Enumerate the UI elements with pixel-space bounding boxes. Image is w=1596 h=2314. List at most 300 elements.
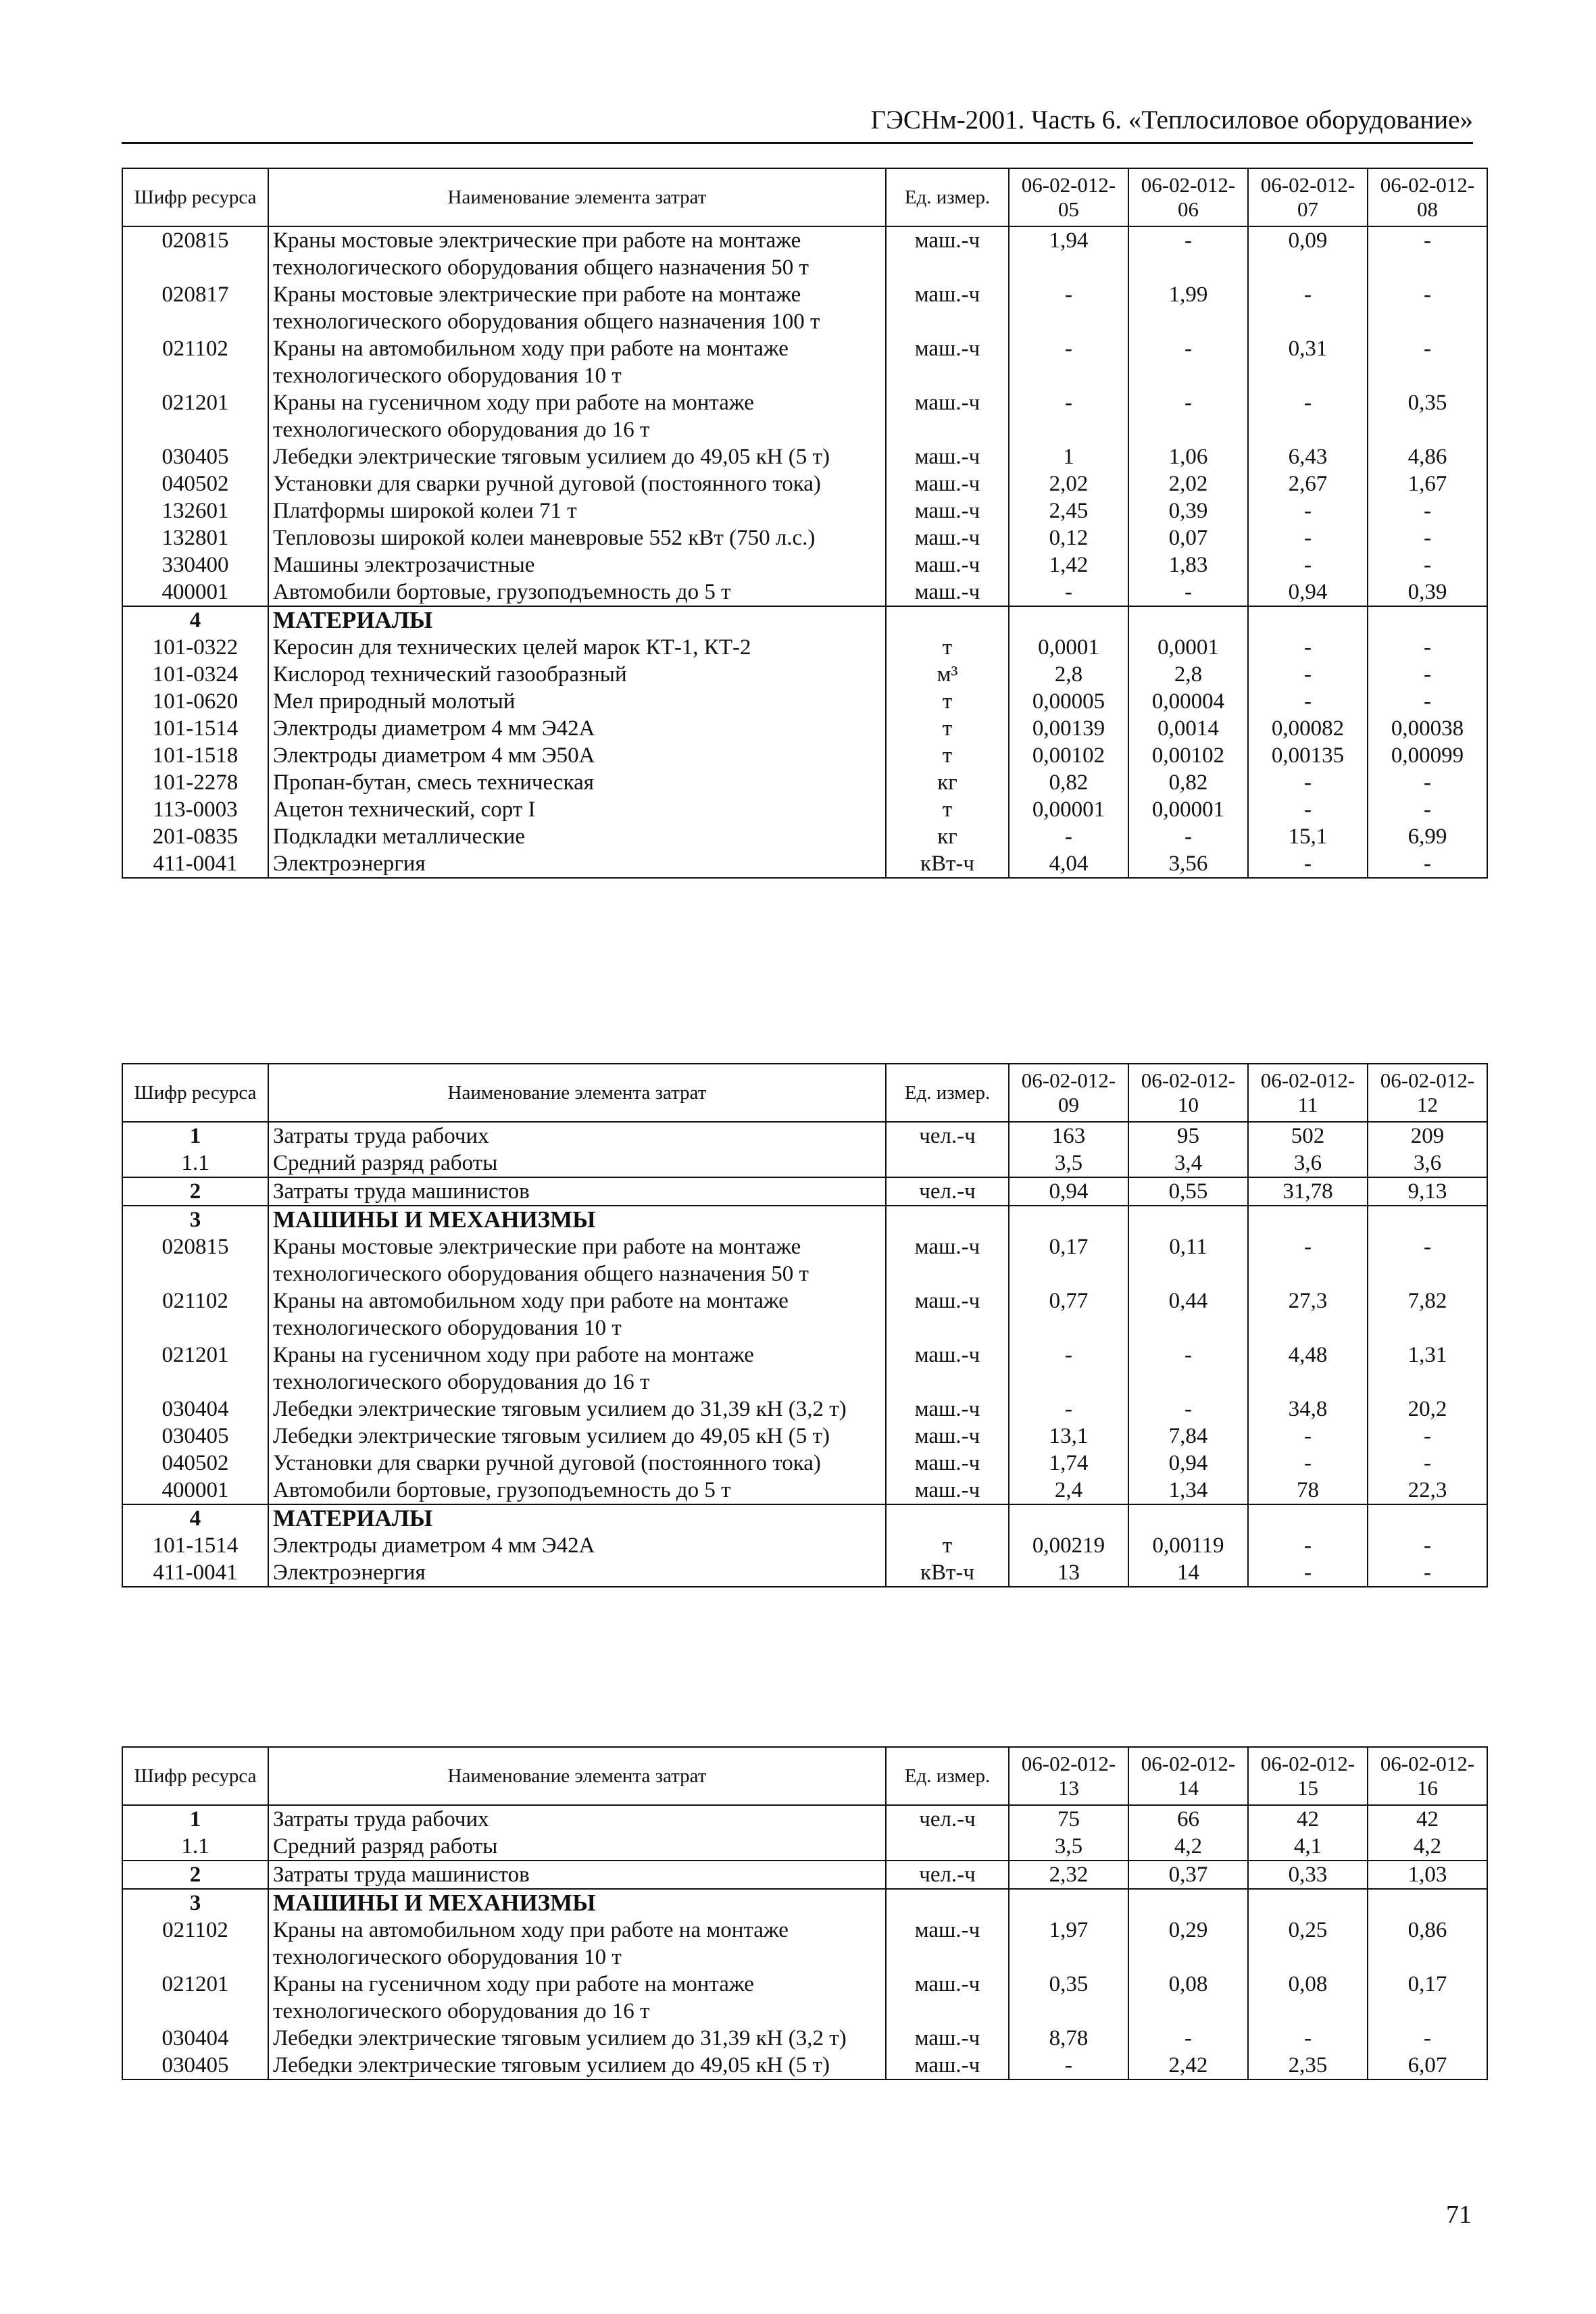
resource-code: 020815	[122, 1233, 268, 1287]
cost-element-name: Ацетон технический, сорт I	[268, 796, 886, 823]
norm-value: 0,17	[1009, 1233, 1128, 1287]
norm-value: 0,37	[1128, 1861, 1248, 1889]
cost-element-name: Кислород технический газообразный	[268, 661, 886, 688]
norm-value: 2,02	[1009, 470, 1128, 497]
norm-value: 7,84	[1128, 1423, 1248, 1450]
cost-element-name: Керосин для технических целей марок КТ-1, КТ-2	[268, 634, 886, 661]
resource-code: 101-0322	[122, 634, 268, 661]
norm-value: 0,31	[1248, 335, 1368, 389]
cost-element-name: Мел природный молотый	[268, 688, 886, 715]
norm-value: -	[1368, 688, 1487, 715]
table-row	[122, 769, 1487, 796]
table-row	[122, 661, 1487, 688]
unit: т	[886, 742, 1009, 769]
unit: чел.-ч	[886, 1805, 1009, 1833]
resource-code: 030404	[122, 1396, 268, 1423]
table-row	[122, 1477, 1487, 1504]
unit: маш.-ч	[886, 1341, 1009, 1396]
table-row	[122, 1396, 1487, 1423]
norm-value	[1248, 1889, 1368, 1917]
resource-code: 021102	[122, 335, 268, 389]
unit: маш.-ч	[886, 1477, 1009, 1504]
resource-code: 040502	[122, 1450, 268, 1477]
section-row	[122, 1504, 1487, 1532]
resource-code: 1.1	[122, 1150, 268, 1177]
cost-element-name: Средний разряд работы	[268, 1833, 886, 1861]
norm-value: 0,07	[1128, 524, 1248, 551]
unit: маш.-ч	[886, 1917, 1009, 1971]
norm-value: 0,94	[1128, 1450, 1248, 1477]
norm-value: -	[1368, 1233, 1487, 1287]
norm-value: 0,86	[1368, 1917, 1487, 1971]
norms-table	[122, 168, 1488, 879]
norm-value: 0,09	[1248, 226, 1368, 281]
unit: кВт-ч	[886, 850, 1009, 878]
resource-code: 021102	[122, 1917, 268, 1971]
norm-value	[1009, 1889, 1128, 1917]
cost-element-name: Краны на гусеничном ходу при работе на монтаже технологического оборудования до 16 т	[268, 1341, 886, 1396]
unit: чел.-ч	[886, 1861, 1009, 1889]
resource-code: 040502	[122, 470, 268, 497]
resource-code: 101-1514	[122, 715, 268, 742]
unit: т	[886, 634, 1009, 661]
norm-value	[1128, 1889, 1248, 1917]
norm-value: 8,78	[1009, 2025, 1128, 2052]
cost-element-name: Средний разряд работы	[268, 1150, 886, 1177]
unit: маш.-ч	[886, 335, 1009, 389]
resource-code: 4	[122, 1504, 268, 1532]
norm-value: 20,2	[1368, 1396, 1487, 1423]
norm-value: -	[1248, 688, 1368, 715]
norm-value: 15,1	[1248, 823, 1368, 850]
norm-value: 1,74	[1009, 1450, 1128, 1477]
norm-value: -	[1009, 1341, 1128, 1396]
norm-value: 1,42	[1009, 551, 1128, 578]
norm-value: 0,00001	[1009, 796, 1128, 823]
cost-element-name: Краны на автомобильном ходу при работе на монтаже технологического оборудования 10 т	[268, 1287, 886, 1341]
table-row	[122, 1971, 1487, 2025]
header-code: Шифр ресурса	[122, 1064, 268, 1122]
unit	[886, 1206, 1009, 1233]
norm-value: -	[1128, 335, 1248, 389]
norm-value: 4,48	[1248, 1341, 1368, 1396]
cost-element-name: Машины электрозачистные	[268, 551, 886, 578]
resource-code: 020817	[122, 281, 268, 335]
cost-element-name: Краны на автомобильном ходу при работе на монтаже технологического оборудования 10 т	[268, 1917, 886, 1971]
table-row	[122, 335, 1487, 389]
resource-code: 101-0324	[122, 661, 268, 688]
header-name: Наименование элемента затрат	[268, 1064, 886, 1122]
norm-value: 6,07	[1368, 2052, 1487, 2079]
norm-value: -	[1128, 1341, 1248, 1396]
resource-code: 400001	[122, 1477, 268, 1504]
unit: т	[886, 796, 1009, 823]
table-row	[122, 1805, 1487, 1833]
norm-value: 0,82	[1128, 769, 1248, 796]
section-row	[122, 1206, 1487, 1233]
norm-value: 1,97	[1009, 1917, 1128, 1971]
norm-value: 4,2	[1128, 1833, 1248, 1861]
norm-value: -	[1368, 661, 1487, 688]
header-norm-code: 06-02-012-07	[1248, 168, 1368, 226]
cost-element-name: Электроды диаметром 4 мм Э42А	[268, 1532, 886, 1559]
norm-value: 3,5	[1009, 1150, 1128, 1177]
norm-value: 3,4	[1128, 1150, 1248, 1177]
norm-value: -	[1368, 850, 1487, 878]
cost-element-name: Электроэнергия	[268, 850, 886, 878]
norm-value: 1,34	[1128, 1477, 1248, 1504]
norm-value: 7,82	[1368, 1287, 1487, 1341]
table-row	[122, 1423, 1487, 1450]
unit: маш.-ч	[886, 551, 1009, 578]
norm-value: -	[1368, 226, 1487, 281]
norm-value: 42	[1368, 1805, 1487, 1833]
norm-value: 13,1	[1009, 1423, 1128, 1450]
norm-value: 0,08	[1128, 1971, 1248, 2025]
norm-value: 2,32	[1009, 1861, 1128, 1889]
norm-value: 6,99	[1368, 823, 1487, 850]
table-row	[122, 688, 1487, 715]
resource-code: 101-1518	[122, 742, 268, 769]
norm-value	[1368, 1889, 1487, 1917]
table-row	[122, 1233, 1487, 1287]
norm-value: -	[1368, 524, 1487, 551]
norm-value: 1	[1009, 443, 1128, 470]
norm-value: 4,04	[1009, 850, 1128, 878]
norm-value: 1,06	[1128, 443, 1248, 470]
cost-element-name: Автомобили бортовые, грузоподъемность до 5 т	[268, 578, 886, 606]
table-row	[122, 470, 1487, 497]
cost-element-name: Пропан-бутан, смесь техническая	[268, 769, 886, 796]
unit: маш.-ч	[886, 470, 1009, 497]
header-unit: Ед. измер.	[886, 1747, 1009, 1805]
norm-value	[1128, 606, 1248, 634]
norm-value: -	[1368, 335, 1487, 389]
table-row	[122, 1341, 1487, 1396]
cost-element-name: Автомобили бортовые, грузоподъемность до 5 т	[268, 1477, 886, 1504]
unit: маш.-ч	[886, 281, 1009, 335]
unit: маш.-ч	[886, 497, 1009, 524]
norm-value: 0,00038	[1368, 715, 1487, 742]
norm-value: 27,3	[1248, 1287, 1368, 1341]
norm-value: 3,6	[1368, 1150, 1487, 1177]
resource-code: 021201	[122, 1971, 268, 2025]
norm-value: 1,83	[1128, 551, 1248, 578]
header-unit: Ед. измер.	[886, 1064, 1009, 1122]
unit	[886, 1833, 1009, 1861]
norm-value: 1,67	[1368, 470, 1487, 497]
cost-element-name: Тепловозы широкой колеи маневровые 552 кВт (750 л.с.)	[268, 524, 886, 551]
header-norm-code: 06-02-012-12	[1368, 1064, 1487, 1122]
cost-element-name: МАТЕРИАЛЫ	[268, 1504, 886, 1532]
norm-value: 0,35	[1368, 389, 1487, 443]
norm-value	[1248, 1504, 1368, 1532]
norm-value: -	[1248, 634, 1368, 661]
norm-value: 0,00139	[1009, 715, 1128, 742]
norm-value: -	[1368, 1450, 1487, 1477]
resource-code: 021201	[122, 389, 268, 443]
norm-value: 13	[1009, 1559, 1128, 1587]
resource-code: 113-0003	[122, 796, 268, 823]
resource-code: 101-1514	[122, 1532, 268, 1559]
cost-element-name: МАТЕРИАЛЫ	[268, 606, 886, 634]
resource-code: 021102	[122, 1287, 268, 1341]
cost-element-name: Электроэнергия	[268, 1559, 886, 1587]
cost-element-name: Краны мостовые электрические при работе на монтаже технологического оборудования общего назначения 100 т	[268, 281, 886, 335]
norm-value: 2,02	[1128, 470, 1248, 497]
norm-value: 0,17	[1368, 1971, 1487, 2025]
norm-value: 1,99	[1128, 281, 1248, 335]
table-row	[122, 1559, 1487, 1587]
norm-value: 0,00082	[1248, 715, 1368, 742]
resource-code: 411-0041	[122, 850, 268, 878]
resource-code: 030405	[122, 1423, 268, 1450]
resource-code: 021201	[122, 1341, 268, 1396]
norm-value	[1009, 1504, 1128, 1532]
table-row	[122, 2025, 1487, 2052]
norm-value: -	[1248, 524, 1368, 551]
cost-element-name: Лебедки электрические тяговым усилием до 31,39 кН (3,2 т)	[268, 1396, 886, 1423]
norm-value: 0,00102	[1009, 742, 1128, 769]
cost-element-name: Краны на гусеничном ходу при работе на монтаже технологического оборудования до 16 т	[268, 1971, 886, 2025]
table-row	[122, 796, 1487, 823]
norm-value: -	[1248, 1423, 1368, 1450]
header-norm-code: 06-02-012-05	[1009, 168, 1128, 226]
unit: маш.-ч	[886, 1423, 1009, 1450]
table-row	[122, 1122, 1487, 1150]
norm-value: 34,8	[1248, 1396, 1368, 1423]
cost-element-name: Электроды диаметром 4 мм Э50А	[268, 742, 886, 769]
resource-code: 201-0835	[122, 823, 268, 850]
unit: маш.-ч	[886, 2025, 1009, 2052]
unit: т	[886, 1532, 1009, 1559]
norm-value: -	[1128, 2025, 1248, 2052]
norm-value: 0,39	[1368, 578, 1487, 606]
resource-code: 020815	[122, 226, 268, 281]
norm-value: 0,0014	[1128, 715, 1248, 742]
norm-value: 502	[1248, 1122, 1368, 1150]
norm-value: 42	[1248, 1805, 1368, 1833]
cost-element-name: Краны мостовые электрические при работе на монтаже технологического оборудования общего назначения 50 т	[268, 226, 886, 281]
table-row	[122, 823, 1487, 850]
norm-value: 31,78	[1248, 1177, 1368, 1206]
unit: м³	[886, 661, 1009, 688]
norm-value: 0,00135	[1248, 742, 1368, 769]
header-norm-code: 06-02-012-08	[1368, 168, 1487, 226]
norm-value: 0,00102	[1128, 742, 1248, 769]
header-norm-code: 06-02-012-06	[1128, 168, 1248, 226]
table-row	[122, 1861, 1487, 1889]
header-code: Шифр ресурса	[122, 168, 268, 226]
norm-value: -	[1128, 578, 1248, 606]
unit: кг	[886, 823, 1009, 850]
cost-element-name: Электроды диаметром 4 мм Э42А	[268, 715, 886, 742]
norm-value: 0,00005	[1009, 688, 1128, 715]
norm-value: 0,00219	[1009, 1532, 1128, 1559]
cost-element-name: Краны мостовые электрические при работе на монтаже технологического оборудования общего назначения 50 т	[268, 1233, 886, 1287]
section-row	[122, 606, 1487, 634]
norm-value: -	[1009, 335, 1128, 389]
norm-value: -	[1009, 2052, 1128, 2079]
cost-element-name: Лебедки электрические тяговым усилием до 49,05 кН (5 т)	[268, 1423, 886, 1450]
unit	[886, 1150, 1009, 1177]
norm-value: 0,33	[1248, 1861, 1368, 1889]
norm-value: 0,0001	[1009, 634, 1128, 661]
table-row	[122, 742, 1487, 769]
norm-value: 2,8	[1128, 661, 1248, 688]
norm-value: -	[1368, 796, 1487, 823]
norm-value: -	[1368, 1423, 1487, 1450]
norm-value: 0,82	[1009, 769, 1128, 796]
unit: маш.-ч	[886, 226, 1009, 281]
resource-code: 3	[122, 1889, 268, 1917]
table-row	[122, 389, 1487, 443]
norm-value: -	[1248, 497, 1368, 524]
header-name: Наименование элемента затрат	[268, 168, 886, 226]
resource-code: 030405	[122, 443, 268, 470]
table-row	[122, 1450, 1487, 1477]
cost-element-name: Подкладки металлические	[268, 823, 886, 850]
norm-value: 9,13	[1368, 1177, 1487, 1206]
norm-value: -	[1128, 1396, 1248, 1423]
table-row	[122, 551, 1487, 578]
header-unit: Ед. измер.	[886, 168, 1009, 226]
page-number: 71	[1446, 2200, 1472, 2229]
unit: чел.-ч	[886, 1177, 1009, 1206]
norm-value: 2,4	[1009, 1477, 1128, 1504]
table-row	[122, 715, 1487, 742]
cost-element-name: Платформы широкой колеи 71 т	[268, 497, 886, 524]
norm-value: 209	[1368, 1122, 1487, 1150]
norm-value: 0,11	[1128, 1233, 1248, 1287]
norm-value: 0,00099	[1368, 742, 1487, 769]
header-norm-code: 06-02-012-09	[1009, 1064, 1128, 1122]
cost-element-name: Установки для сварки ручной дуговой (постоянного тока)	[268, 470, 886, 497]
unit: маш.-ч	[886, 1396, 1009, 1423]
norm-value: -	[1128, 389, 1248, 443]
cost-element-name: МАШИНЫ И МЕХАНИЗМЫ	[268, 1889, 886, 1917]
norm-value: -	[1248, 1450, 1368, 1477]
norm-value	[1248, 606, 1368, 634]
resource-code: 400001	[122, 578, 268, 606]
norm-value: 2,35	[1248, 2052, 1368, 2079]
resource-code: 030405	[122, 2052, 268, 2079]
norm-value: -	[1009, 578, 1128, 606]
norm-value: -	[1009, 281, 1128, 335]
cost-element-name: Лебедки электрические тяговым усилием до 49,05 кН (5 т)	[268, 2052, 886, 2079]
resource-code: 1	[122, 1805, 268, 1833]
norm-value: 2,8	[1009, 661, 1128, 688]
norm-value: -	[1368, 1559, 1487, 1587]
section-row	[122, 1889, 1487, 1917]
norm-value: -	[1248, 389, 1368, 443]
table-row	[122, 1532, 1487, 1559]
norm-value: 4,2	[1368, 1833, 1487, 1861]
norm-value: 0,29	[1128, 1917, 1248, 1971]
cost-element-name: Затраты труда рабочих	[268, 1805, 886, 1833]
norm-value	[1368, 606, 1487, 634]
norm-value: 14	[1128, 1559, 1248, 1587]
norm-value: -	[1248, 551, 1368, 578]
header-norm-code: 06-02-012-11	[1248, 1064, 1368, 1122]
unit: маш.-ч	[886, 2052, 1009, 2079]
norm-value: 3,56	[1128, 850, 1248, 878]
norm-value: -	[1248, 850, 1368, 878]
norm-value: 4,86	[1368, 443, 1487, 470]
unit: маш.-ч	[886, 1971, 1009, 2025]
table-row	[122, 1150, 1487, 1177]
norms-table	[122, 1063, 1488, 1587]
norm-value: -	[1248, 796, 1368, 823]
norm-value: 75	[1009, 1805, 1128, 1833]
table-row	[122, 1833, 1487, 1861]
norm-value: 0,94	[1248, 578, 1368, 606]
norm-value	[1368, 1504, 1487, 1532]
norm-value: -	[1128, 226, 1248, 281]
unit	[886, 1889, 1009, 1917]
cost-element-name: Затраты труда рабочих	[268, 1122, 886, 1150]
norm-value: -	[1128, 823, 1248, 850]
norm-value: -	[1368, 2025, 1487, 2052]
norm-value: -	[1368, 497, 1487, 524]
norm-value: -	[1248, 661, 1368, 688]
table-row	[122, 443, 1487, 470]
norm-value: -	[1368, 634, 1487, 661]
norm-value: 66	[1128, 1805, 1248, 1833]
norm-value: 2,42	[1128, 2052, 1248, 2079]
unit: маш.-ч	[886, 443, 1009, 470]
unit	[886, 606, 1009, 634]
page-header: ГЭСНм-2001. Часть 6. «Теплосиловое оборудование»	[122, 101, 1473, 144]
norm-value: 6,43	[1248, 443, 1368, 470]
norm-value: 163	[1009, 1122, 1128, 1150]
norm-value: 0,39	[1128, 497, 1248, 524]
norm-value: 0,00004	[1128, 688, 1248, 715]
table-row	[122, 281, 1487, 335]
norm-value: 4,1	[1248, 1833, 1368, 1861]
resource-code: 3	[122, 1206, 268, 1233]
norms-table	[122, 1746, 1488, 2080]
norm-value: -	[1368, 1532, 1487, 1559]
norm-value: 2,45	[1009, 497, 1128, 524]
unit: т	[886, 688, 1009, 715]
header-norm-code: 06-02-012-10	[1128, 1064, 1248, 1122]
norm-value	[1009, 606, 1128, 634]
norm-value: -	[1248, 2025, 1368, 2052]
norm-value: -	[1368, 551, 1487, 578]
resource-code: 4	[122, 606, 268, 634]
unit: маш.-ч	[886, 578, 1009, 606]
cost-element-name: Затраты труда машинистов	[268, 1177, 886, 1206]
resource-code: 1	[122, 1122, 268, 1150]
norm-value: 0,00119	[1128, 1532, 1248, 1559]
unit: маш.-ч	[886, 1233, 1009, 1287]
resource-code: 101-0620	[122, 688, 268, 715]
header-norm-code: 06-02-012-16	[1368, 1747, 1487, 1805]
norm-value: -	[1368, 281, 1487, 335]
unit: т	[886, 715, 1009, 742]
table-row	[122, 634, 1487, 661]
norm-value: 0,44	[1128, 1287, 1248, 1341]
norm-value: 0,77	[1009, 1287, 1128, 1341]
unit: маш.-ч	[886, 389, 1009, 443]
resource-code: 330400	[122, 551, 268, 578]
cost-element-name: Лебедки электрические тяговым усилием до 49,05 кН (5 т)	[268, 443, 886, 470]
resource-code: 2	[122, 1861, 268, 1889]
norm-value: 0,55	[1128, 1177, 1248, 1206]
norm-value	[1009, 1206, 1128, 1233]
norm-value: -	[1248, 769, 1368, 796]
